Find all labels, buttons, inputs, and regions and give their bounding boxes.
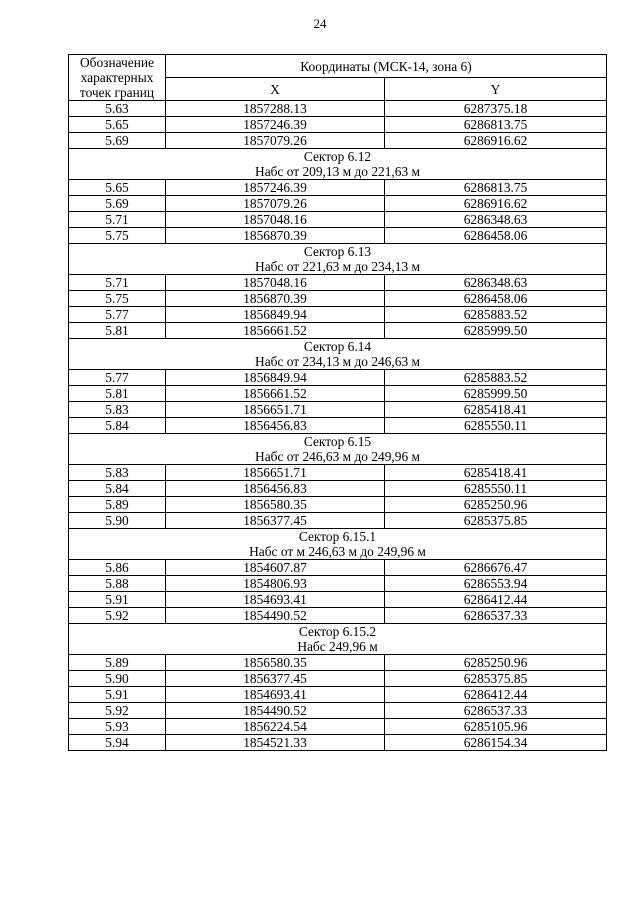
sector-title: Сектор 6.12 [303, 149, 372, 164]
table-row [69, 608, 607, 624]
y-coordinate: 6285375.85 [385, 513, 607, 529]
x-coordinate: 1856456.83 [166, 418, 385, 434]
point-id: 5.92 [69, 703, 166, 719]
x-coordinate: 1854490.52 [166, 703, 385, 719]
table-row [69, 418, 607, 434]
point-id: 5.89 [69, 497, 166, 513]
x-coordinate: 1856651.71 [166, 402, 385, 418]
x-coordinate: 1857048.16 [166, 212, 385, 228]
sector-title: Сектор 6.15 [303, 434, 372, 449]
table-row [69, 497, 607, 513]
table-row [69, 703, 607, 719]
table-row [69, 687, 607, 703]
y-coordinate: 6286916.62 [385, 133, 607, 149]
sector-header [69, 244, 607, 275]
header-y: Y [385, 78, 607, 101]
header-point-designation: Обозначение характерных точек границ [69, 55, 166, 101]
y-coordinate: 6286458.06 [385, 228, 607, 244]
sector-height-range: Набс от 221,63 м до 234,13 м [255, 259, 420, 274]
y-coordinate: 6286813.75 [385, 117, 607, 133]
x-coordinate: 1854521.33 [166, 735, 385, 751]
table-row [69, 560, 607, 576]
table-row [69, 513, 607, 529]
sector-header [69, 339, 607, 370]
table-row [69, 465, 607, 481]
x-coordinate: 1856456.83 [166, 481, 385, 497]
table-row [69, 735, 607, 751]
table-row [69, 196, 607, 212]
x-coordinate: 1856224.54 [166, 719, 385, 735]
sector-header-row [69, 434, 607, 465]
y-coordinate: 6285418.41 [385, 465, 607, 481]
table-row [69, 576, 607, 592]
point-id: 5.83 [69, 465, 166, 481]
table-row [69, 117, 607, 133]
point-id: 5.86 [69, 560, 166, 576]
table-row [69, 671, 607, 687]
x-coordinate: 1856377.45 [166, 513, 385, 529]
point-id: 5.65 [69, 117, 166, 133]
x-coordinate: 1854693.41 [166, 592, 385, 608]
sector-title: Сектор 6.14 [303, 339, 372, 354]
y-coordinate: 6285550.11 [385, 418, 607, 434]
point-id: 5.83 [69, 402, 166, 418]
y-coordinate: 6285375.85 [385, 671, 607, 687]
point-id: 5.65 [69, 180, 166, 196]
sector-height-range: Набс от м 246,63 м до 249,96 м [249, 544, 426, 559]
point-id: 5.92 [69, 608, 166, 624]
point-id: 5.77 [69, 307, 166, 323]
point-id: 5.69 [69, 133, 166, 149]
sector-header [69, 624, 607, 655]
point-id: 5.90 [69, 513, 166, 529]
x-coordinate: 1857288.13 [166, 101, 385, 117]
y-coordinate: 6286412.44 [385, 687, 607, 703]
y-coordinate: 6287375.18 [385, 101, 607, 117]
sector-header-row [69, 529, 607, 560]
sector-header [69, 149, 607, 180]
table-row [69, 228, 607, 244]
table-row [69, 402, 607, 418]
y-coordinate: 6285250.96 [385, 497, 607, 513]
x-coordinate: 1856661.52 [166, 323, 385, 339]
x-coordinate: 1854490.52 [166, 608, 385, 624]
sector-height-range: Набс от 246,63 м до 249,96 м [255, 449, 420, 464]
x-coordinate: 1856870.39 [166, 228, 385, 244]
y-coordinate: 6285250.96 [385, 655, 607, 671]
sector-height-range: Набс 249,96 м [297, 639, 378, 654]
point-id: 5.71 [69, 275, 166, 291]
point-id: 5.91 [69, 687, 166, 703]
table-row [69, 180, 607, 196]
table-header [69, 55, 607, 101]
table-row [69, 133, 607, 149]
point-id: 5.93 [69, 719, 166, 735]
sector-header [69, 434, 607, 465]
sector-height-range: Набс от 234,13 м до 246,63 м [255, 354, 420, 369]
y-coordinate: 6286458.06 [385, 291, 607, 307]
sector-header-row [69, 149, 607, 180]
x-coordinate: 1856377.45 [166, 671, 385, 687]
y-coordinate: 6286537.33 [385, 703, 607, 719]
table-row [69, 370, 607, 386]
y-coordinate: 6285999.50 [385, 323, 607, 339]
y-coordinate: 6286348.63 [385, 275, 607, 291]
x-coordinate: 1857079.26 [166, 196, 385, 212]
x-coordinate: 1856580.35 [166, 497, 385, 513]
x-coordinate: 1854806.93 [166, 576, 385, 592]
point-id: 5.75 [69, 228, 166, 244]
sector-height-range: Набс от 209,13 м до 221,63 м [255, 164, 420, 179]
y-coordinate: 6286348.63 [385, 212, 607, 228]
x-coordinate: 1856580.35 [166, 655, 385, 671]
x-coordinate: 1857246.39 [166, 117, 385, 133]
sector-header-row [69, 339, 607, 370]
y-coordinate: 6286916.62 [385, 196, 607, 212]
table-row [69, 307, 607, 323]
coordinates-table [68, 54, 607, 751]
x-coordinate: 1856651.71 [166, 465, 385, 481]
table-row [69, 655, 607, 671]
point-id: 5.71 [69, 212, 166, 228]
point-id: 5.77 [69, 370, 166, 386]
table-row [69, 275, 607, 291]
table-row [69, 291, 607, 307]
y-coordinate: 6285550.11 [385, 481, 607, 497]
y-coordinate: 6286412.44 [385, 592, 607, 608]
table-row [69, 481, 607, 497]
y-coordinate: 6285105.96 [385, 719, 607, 735]
table-row [69, 212, 607, 228]
point-id: 5.90 [69, 671, 166, 687]
x-coordinate: 1857048.16 [166, 275, 385, 291]
x-coordinate: 1856849.94 [166, 370, 385, 386]
table-row [69, 101, 607, 117]
table-row [69, 323, 607, 339]
sector-title: Сектор 6.15.2 [298, 624, 377, 639]
y-coordinate: 6286813.75 [385, 180, 607, 196]
header-x: X [166, 78, 385, 101]
point-id: 5.91 [69, 592, 166, 608]
point-id: 5.81 [69, 323, 166, 339]
point-id: 5.63 [69, 101, 166, 117]
sector-header-row [69, 244, 607, 275]
x-coordinate: 1854607.87 [166, 560, 385, 576]
y-coordinate: 6285418.41 [385, 402, 607, 418]
sector-header-row [69, 624, 607, 655]
point-id: 5.84 [69, 481, 166, 497]
point-id: 5.89 [69, 655, 166, 671]
y-coordinate: 6286676.47 [385, 560, 607, 576]
point-id: 5.69 [69, 196, 166, 212]
x-coordinate: 1856870.39 [166, 291, 385, 307]
x-coordinate: 1857246.39 [166, 180, 385, 196]
point-id: 5.75 [69, 291, 166, 307]
table-row [69, 719, 607, 735]
point-id: 5.88 [69, 576, 166, 592]
table-row [69, 386, 607, 402]
x-coordinate: 1854693.41 [166, 687, 385, 703]
y-coordinate: 6286154.34 [385, 735, 607, 751]
table-body [69, 101, 607, 751]
y-coordinate: 6286537.33 [385, 608, 607, 624]
table-row [69, 592, 607, 608]
header-coordinates-group: Координаты (МСК-14, зона 6) [166, 55, 607, 78]
x-coordinate: 1857079.26 [166, 133, 385, 149]
x-coordinate: 1856661.52 [166, 386, 385, 402]
page-number: 24 [313, 16, 327, 31]
y-coordinate: 6285883.52 [385, 370, 607, 386]
y-coordinate: 6285999.50 [385, 386, 607, 402]
x-coordinate: 1856849.94 [166, 307, 385, 323]
sector-title: Сектор 6.15.1 [298, 529, 377, 544]
point-id: 5.84 [69, 418, 166, 434]
point-id: 5.81 [69, 386, 166, 402]
y-coordinate: 6285883.52 [385, 307, 607, 323]
y-coordinate: 6286553.94 [385, 576, 607, 592]
sector-title: Сектор 6.13 [303, 244, 372, 259]
sector-header [69, 529, 607, 560]
point-id: 5.94 [69, 735, 166, 751]
